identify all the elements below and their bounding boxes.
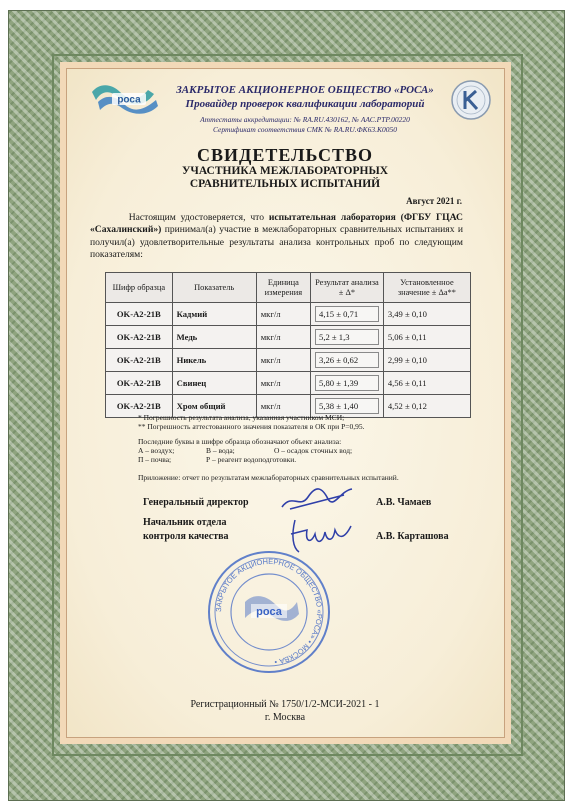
company-stamp — [205, 548, 333, 676]
indicator-cell: Никель — [172, 349, 256, 372]
table-row — [106, 326, 471, 349]
result-value: 3,26 ± 0,62 — [315, 352, 379, 368]
header-result: Результат анализа ± Δ* — [311, 273, 384, 303]
document-subtitle-line1: УЧАСТНИКА МЕЖЛАБОРАТОРНЫХ — [181, 165, 389, 177]
result-cell — [311, 326, 384, 349]
result-value: 5,38 ± 1,40 — [315, 398, 379, 414]
result-cell — [311, 303, 384, 326]
footnote-result-error: * Погрешность результата анализа, указанная участником МСИ; — [138, 413, 345, 422]
indicator-cell: Хром общий — [172, 395, 256, 418]
reference-cell: 5,06 ± 0,11 — [383, 326, 470, 349]
director-signature — [278, 483, 356, 515]
qc-head-name: А.В. Карташова — [376, 531, 449, 542]
results-table — [105, 272, 471, 418]
reference-cell: 4,52 ± 0,12 — [383, 395, 470, 418]
logo-text: роса — [117, 94, 141, 106]
issue-date: Август 2021 г. — [406, 196, 462, 206]
stamp-text: ЗАКРЫТОЕ АКЦИОНЕРНОЕ ОБЩЕСТВО «РОСА» • МОСКВА • — [213, 556, 325, 667]
sample-code-cell: OK-A2-21B — [106, 349, 173, 372]
sample-code-cell: OK-A2-21B — [106, 395, 173, 418]
result-cell — [311, 349, 384, 372]
unit-cell: мкг/л — [256, 326, 310, 349]
qc-head-role-line1: Начальник отдела — [143, 517, 227, 528]
legend-soil: П – почва; — [138, 455, 172, 464]
legend-reagent: Р – реагент водоподготовки. — [206, 455, 297, 464]
sample-code-cell: OK-A2-21B — [106, 303, 173, 326]
sample-code-legend — [138, 437, 352, 464]
header-sample-code: Шифр образца — [106, 273, 173, 303]
legend-air: А – воздух; — [138, 446, 175, 455]
laboratory-name: испытательная лаборатория (ФГБУ ГЦАС «Сахалинский») — [90, 212, 463, 236]
provider-line: Провайдер проверок квалификации лабораторий — [185, 98, 425, 110]
accreditation-line: Аттестаты аккредитации: № RA.RU.430162, № ААС.РТР.00220 — [200, 115, 410, 124]
statement-intro: Настоящим удостоверяется, что — [128, 212, 265, 223]
table-row — [106, 372, 471, 395]
issue-city: г. Москва — [264, 712, 306, 723]
table-row — [106, 349, 471, 372]
footnote-reference-error: ** Погрешность аттестованного значения показателя в ОК при Р=0,95. — [138, 422, 365, 431]
unit-cell: мкг/л — [256, 349, 310, 372]
registration-number: Регистрационный № 1750/1/2-МСИ-2021 - 1 — [190, 699, 380, 710]
indicator-cell: Кадмий — [172, 303, 256, 326]
unit-cell: мкг/л — [256, 372, 310, 395]
result-cell — [311, 372, 384, 395]
attachment-note: Приложение: отчет по результатам межлабораторных сравнительных испытаний. — [138, 473, 399, 482]
legend-sludge: О – осадок сточных вод; — [274, 446, 353, 455]
document-subtitle-line2: СРАВНИТЕЛЬНЫХ ИСПЫТАНИЙ — [189, 178, 381, 190]
reference-cell: 4,56 ± 0,11 — [383, 372, 470, 395]
reference-cell: 3,49 ± 0,10 — [383, 303, 470, 326]
indicator-cell: Свинец — [172, 372, 256, 395]
certificate-statement — [90, 212, 463, 262]
certificate-line: Сертификат соответствия СМК № RA.RU.ФК63.К0050 — [212, 125, 398, 134]
reference-cell: 2,99 ± 0,10 — [383, 349, 470, 372]
director-name: А.В. Чамаев — [376, 497, 432, 508]
table-header-row — [106, 273, 471, 303]
sample-code-cell: OK-A2-21B — [106, 326, 173, 349]
table-row — [106, 303, 471, 326]
result-value: 5,80 ± 1,39 — [315, 375, 379, 391]
result-value: 5,2 ± 1,3 — [315, 329, 379, 345]
header-reference: Установленное значение ± Δa** — [383, 273, 470, 303]
unit-cell: мкг/л — [256, 303, 310, 326]
header-unit: Единица измерения — [256, 273, 310, 303]
stamp-center-text: роса — [256, 606, 282, 618]
sample-code-cell: OK-A2-21B — [106, 372, 173, 395]
document-title: СВИДЕТЕЛЬСТВО — [196, 145, 374, 165]
indicator-cell: Медь — [172, 326, 256, 349]
result-value: 4,15 ± 0,71 — [315, 306, 379, 322]
director-role: Генеральный директор — [143, 497, 249, 508]
legend-water: В – вода; — [206, 446, 235, 455]
statement-rest: принимал(а) участие в межлабораторных сравнительных испытаниях и получил(а) удовлетворительные результаты анализа контрольных проб по следующим показателям: — [90, 224, 463, 261]
legend-intro: Последние буквы в шифре образца обозначают объект анализа: — [138, 437, 342, 446]
unit-cell: мкг/л — [256, 395, 310, 418]
company-name: ЗАКРЫТОЕ АКЦИОНЕРНОЕ ОБЩЕСТВО «РОСА» — [176, 84, 434, 96]
header-indicator: Показатель — [172, 273, 256, 303]
qc-head-role-line2: контроля качества — [143, 531, 229, 542]
